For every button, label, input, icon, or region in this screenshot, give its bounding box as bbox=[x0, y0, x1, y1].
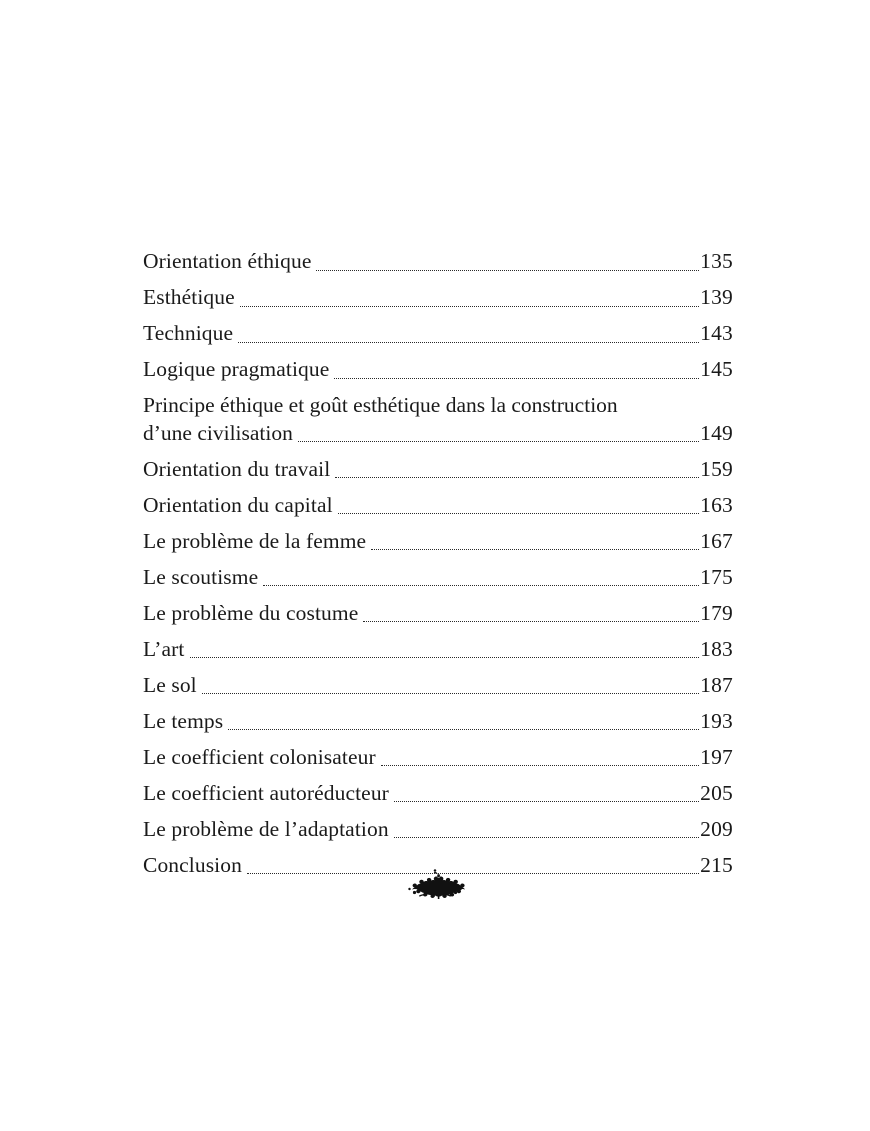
toc-leader bbox=[298, 441, 699, 442]
toc-entry[interactable] bbox=[143, 672, 733, 700]
toc-leader bbox=[228, 729, 699, 730]
toc-entry[interactable] bbox=[143, 816, 733, 844]
toc-entry[interactable] bbox=[143, 636, 733, 664]
toc-entry-title: Le sol bbox=[143, 672, 197, 697]
toc-entry-page: 193 bbox=[700, 708, 733, 733]
toc-entry-title: Le problème de l’adaptation bbox=[143, 816, 389, 841]
toc-entry[interactable] bbox=[143, 284, 733, 312]
toc-leader bbox=[335, 477, 699, 478]
table-of-contents bbox=[143, 248, 733, 888]
toc-entry-page: 179 bbox=[700, 600, 733, 625]
toc-entry[interactable] bbox=[143, 320, 733, 348]
toc-entry[interactable] bbox=[143, 600, 733, 628]
toc-leader bbox=[334, 378, 699, 379]
toc-leader bbox=[316, 270, 699, 271]
toc-entry[interactable] bbox=[143, 780, 733, 808]
toc-leader bbox=[394, 837, 699, 838]
toc-entry-title: Le coefficient autoréducteur bbox=[143, 780, 389, 805]
toc-leader bbox=[202, 693, 699, 694]
toc-entry[interactable] bbox=[143, 248, 733, 276]
toc-leader bbox=[238, 342, 699, 343]
toc-entry-title: Esthétique bbox=[143, 285, 235, 310]
toc-entry[interactable] bbox=[143, 744, 733, 772]
toc-entry-title: Le problème de la femme bbox=[143, 528, 367, 553]
toc-leader bbox=[394, 801, 699, 802]
toc-entry-title: Logique pragmatique bbox=[143, 357, 330, 382]
toc-leader bbox=[381, 765, 699, 766]
toc-entry-title: Orientation éthique bbox=[143, 249, 312, 273]
toc-entry[interactable] bbox=[143, 492, 733, 520]
toc-leader bbox=[363, 621, 699, 622]
toc-entry-page: 215 bbox=[700, 852, 733, 877]
toc-entry-page: 175 bbox=[700, 564, 733, 589]
toc-entry-title-line2: d’une civilisation bbox=[143, 420, 293, 445]
toc-entry-title: Orientation du capital bbox=[143, 492, 333, 517]
toc-entry[interactable] bbox=[143, 528, 733, 556]
toc-entry-title: Conclusion bbox=[143, 852, 242, 877]
toc-entry[interactable] bbox=[143, 708, 733, 736]
toc-entry-title: Le problème du costume bbox=[143, 600, 359, 625]
toc-entry-page: 163 bbox=[700, 492, 733, 517]
toc-entry-title: Orientation du travail bbox=[143, 456, 331, 481]
toc-entry-page: 145 bbox=[700, 357, 733, 382]
toc-entry-page: 167 bbox=[700, 528, 733, 553]
toc-entry[interactable] bbox=[143, 392, 733, 447]
toc-entry[interactable] bbox=[143, 564, 733, 592]
toc-entry-page: 187 bbox=[700, 672, 733, 697]
toc-leader bbox=[371, 549, 699, 550]
toc-entry-title-line1: Principe éthique et goût esthétique dans la construction bbox=[143, 393, 618, 418]
floral-fleuron-ornament bbox=[0, 868, 870, 904]
toc-leader bbox=[240, 306, 699, 307]
toc-entry-page: 205 bbox=[700, 780, 733, 805]
toc-entry-page: 149 bbox=[700, 420, 733, 445]
toc-leader bbox=[338, 513, 699, 514]
toc-entry-page: 197 bbox=[700, 744, 733, 769]
toc-entry-title: Le scoutisme bbox=[143, 564, 259, 589]
toc-entry-page: 209 bbox=[700, 816, 733, 841]
toc-leader bbox=[263, 585, 699, 586]
toc-leader bbox=[190, 657, 700, 658]
toc-entry-title: L’art bbox=[143, 636, 185, 661]
toc-entry-page: 159 bbox=[700, 456, 733, 481]
toc-entry-page: 143 bbox=[700, 321, 733, 346]
toc-entry[interactable] bbox=[143, 456, 733, 484]
toc-entry-title: Le coefficient colonisateur bbox=[143, 744, 376, 769]
toc-entry[interactable] bbox=[143, 356, 733, 384]
toc-entry-title: Technique bbox=[143, 321, 234, 346]
toc-entry-title: Le temps bbox=[143, 708, 224, 733]
toc-entry-page: 139 bbox=[700, 285, 733, 310]
toc-entry-page: 183 bbox=[700, 636, 733, 661]
toc-entry-page: 135 bbox=[700, 249, 733, 273]
